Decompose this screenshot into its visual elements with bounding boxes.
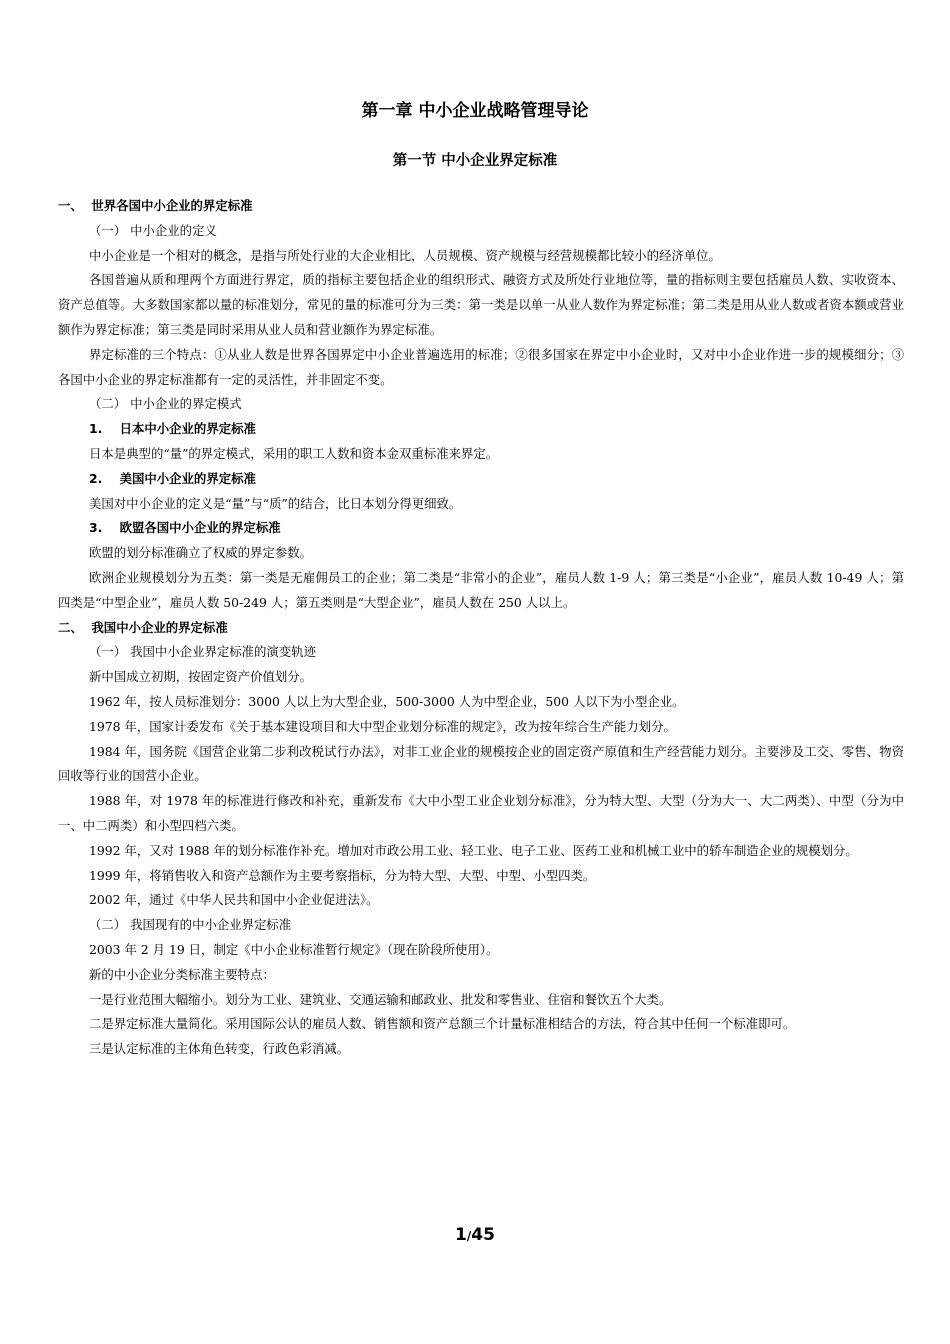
paragraph: 日本是典型的“量”的界定模式，采用的职工人数和资本金双重标准来界定。	[89, 445, 499, 461]
paragraph: 1984 年，国务院《国营企业第二步利改税试行办法》，对非工业企业的规模按企业的固定资产原值和生产经营能力划分。主要涉及工交、零售、物资回收等行业的国营小企业。	[58, 743, 904, 784]
paragraph: 一是行业范围大幅缩小。划分为工业、建筑业、交通运输和邮政业、批发和零售业、住宿和餐饮五个大类。	[89, 991, 672, 1007]
paragraph: 1988 年，对 1978 年的标准进行修改和补充，重新发布《大中小型工业企业划分标准》，分为特大型、大型（分为大一、大二两类）、中型（分为中一、中二两类）和小型四档六类。	[58, 793, 904, 833]
heading-level-2: （二） 我国现有的中小企业界定标准	[89, 917, 292, 933]
heading-level-2: （一） 我国中小企业界定标准的演变轨迹	[89, 644, 316, 660]
paragraph: 新中国成立初期，按固定资产价值划分。	[89, 669, 313, 685]
paragraph: 中小企业是一个相对的概念，是指与所处行业的大企业相比，人员规模、资产规模与经营规模都比较小的经济单位。	[89, 247, 721, 263]
paragraph: 1962 年，按人员标准划分：3000 人以上为大型企业，500-3000 人为中型企业，500 人以下为小型企业。	[89, 693, 685, 709]
section-title: 第一节 中小企业界定标准	[392, 153, 558, 169]
paragraph: 界定标准的三个特点：①从业人数是世界各国界定中小企业普遍选用的标准；②很多国家在界定中小企业时，又对中小企业作进一步的规模细分；③各国中小企业的界定标准都有一定的灵活性，并非固定不变。	[58, 346, 904, 387]
paragraph: 1999 年，将销售收入和资产总额作为主要考察指标，分为特大型、大型、中型、小型四类。	[89, 867, 596, 883]
paragraph: 1992 年，又对 1988 年的划分标准作补充。增加对市政公用工业、轻工业、电子工业、医药工业和机械工业中的轿车制造企业的规模划分。	[89, 842, 858, 858]
paragraph: 欧洲企业规模划分为五类：第一类是无雇佣员工的企业；第二类是“非常小的企业”，雇员人数 1-9 人；第三类是“小企业”，雇员人数 10-49 人；第四类是“中型企业”，雇员人数 50-249 人；第五类则是“大型企业”，雇员人数在 250 人以上。	[58, 569, 904, 610]
heading-level-2: （二） 中小企业的界定模式	[89, 396, 242, 412]
chapter-title: 第一章 中小企业战略管理导论	[361, 101, 589, 121]
paragraph: 各国普遍从质和理两个方面进行界定，质的指标主要包括企业的组织形式、融资方式及所处行业地位等，量的指标则主要包括雇员人数、实收资本、资产总值等。大多数国家都以量的标准划分，常见的量的标准可分为三类：第一类是以单一从业人数作为界定标准；第二类是用从业人数或者资本额或营业额作为界定标准；第三类是同时采用从业人员和营业额作为界定标准。	[58, 272, 904, 337]
heading-level-1: 二、 我国中小企业的界定标准	[58, 619, 228, 635]
heading-level-2: （一） 中小企业的定义	[89, 222, 217, 238]
paragraph: 新的中小企业分类标准主要特点：	[89, 966, 275, 982]
paragraph: 1978 年，国家计委发布《关于基本建设项目和大中型企业划分标准的规定》，改为按年综合生产能力划分。	[89, 718, 676, 734]
page-number	[0, 1225, 950, 1245]
paragraph: 二是界定标准大量简化。采用国际公认的雇员人数、销售额和资产总额三个计量标准相结合的方法，符合其中任何一个标准即可。	[89, 1016, 796, 1032]
paragraph: 美国对中小企业的定义是“量”与“质”的结合，比日本划分得更细致。	[89, 495, 462, 511]
page-total: 45	[471, 1225, 495, 1245]
heading-level-3: 1. 日本中小企业的界定标准	[89, 421, 256, 437]
paragraph: 2002 年，通过《中华人民共和国中小企业促进法》。	[89, 892, 379, 908]
paragraph: 三是认定标准的主体角色转变，行政色彩消减。	[89, 1041, 350, 1057]
paragraph: 2003 年 2 月 19 日，制定《中小企业标准暂行规定》（现在阶段所使用）。	[89, 941, 499, 957]
heading-level-3: 3. 欧盟各国中小企业的界定标准	[89, 520, 281, 536]
page-separator: /	[466, 1229, 472, 1243]
heading-level-1: 一、 世界各国中小企业的界定标准	[58, 198, 253, 213]
document-body	[58, 194, 904, 1062]
heading-level-3: 2. 美国中小企业的界定标准	[89, 470, 256, 486]
paragraph: 欧盟的划分标准确立了权威的界定参数。	[89, 545, 313, 561]
page-current: 1	[455, 1225, 467, 1245]
